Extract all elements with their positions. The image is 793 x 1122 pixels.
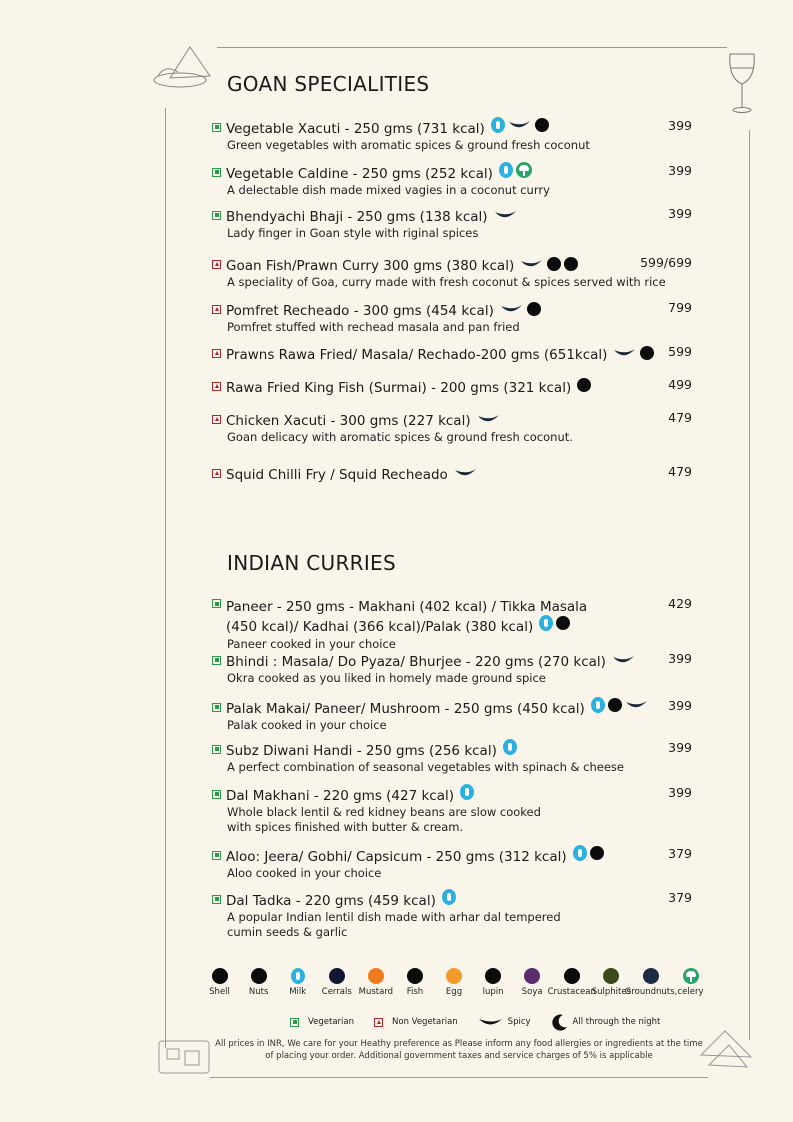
allergen-item [317,968,356,997]
item-description: Pomfret stuffed with rechead masala and pan fried [227,320,520,334]
item-price: 399 [668,740,692,755]
menu-item [212,698,692,733]
item-price: 399 [668,698,692,713]
milk-icon [442,889,456,905]
menu-item [212,464,692,482]
allergen-item [356,968,395,997]
spicy-icon [477,413,501,425]
nuts-icon [251,968,267,984]
menu-item [212,118,692,153]
sulphites-icon [603,968,619,984]
allergen-icons [520,257,578,271]
allergen-item [239,968,278,997]
item-price: 599/699 [640,255,692,270]
milk-icon [499,162,513,178]
allergen-label: Milk [289,987,307,997]
item-description: Palak cooked in your choice [227,718,387,732]
groundnuts-icon [643,968,659,984]
allergen-item [278,968,317,997]
allergen-item [671,968,710,997]
allergen-label: Shell [209,987,230,997]
item-name: Goan Fish/Prawn Curry 300 gms (380 kcal) [226,257,515,274]
menu-item [212,596,692,652]
nonveg-icon [212,469,221,478]
nonveg-icon [212,382,221,391]
allergen-icons [577,378,591,392]
allergen-item [624,968,678,997]
veg-icon [212,745,221,754]
key-veg-label: Vegetarian [308,1017,355,1027]
item-price: 499 [668,377,692,392]
dietary-key [290,1013,672,1031]
item-name: Bhindi : Masala/ Do Pyaza/ Bhurjee - 220 gms (270 kcal) [226,653,606,670]
item-price: 399 [668,785,692,800]
key-night [551,1013,661,1031]
menu-item [212,344,692,362]
mustard-icon [368,968,384,984]
wine-glass-sketch-icon [722,50,762,116]
nonveg-icon [212,415,221,424]
allergen-legend [200,968,710,997]
veg-icon [212,599,221,608]
allergen-label: lupin [482,987,504,997]
item-description: Okra cooked as you liked in homely made ground spice [227,671,546,685]
item-price: 379 [668,846,692,861]
menu-item [212,740,692,775]
spicy-icon [508,119,532,131]
item-description: A popular Indian lentil dish made with arhar dal tempered cumin seeds & garlic [227,910,561,939]
allergen-item [474,968,513,997]
celery-icon [516,162,532,178]
allergen-item [395,968,434,997]
menu-item [212,410,692,445]
item-name: Vegetable Caldine - 250 gms (252 kcal) [226,166,493,182]
cereals-icon [329,968,345,984]
fish-icon [547,257,561,271]
menu-item [212,785,692,835]
menu-item [212,846,692,881]
key-nonveg-label: Non Vegetarian [392,1017,458,1027]
nuts-icon [590,846,604,860]
frame-left-line [165,108,166,1048]
item-name: Bhendyachi Bhaji - 250 gms (138 kcal) [226,208,488,225]
key-spicy-label: Spicy [507,1017,531,1027]
spicy-icon [494,209,518,221]
item-description: Aloo cooked in your choice [227,866,382,880]
veg-icon [212,211,221,220]
food-plate-sketch-icon [150,42,220,92]
milk-icon [573,845,587,861]
nonveg-icon [212,305,221,314]
allergen-item [200,968,239,997]
item-price: 599 [668,344,692,359]
key-nonveg [374,1017,458,1027]
veg-icon [212,851,221,860]
nuts-icon [608,698,622,712]
item-name: Squid Chilli Fry / Squid Recheado [226,466,448,483]
item-name: Dal Makhani - 220 gms (427 kcal) [226,788,454,804]
lupin-icon [485,968,501,984]
crustacean-icon [564,257,578,271]
item-name: Pomfret Recheado - 300 gms (454 kcal) [226,302,494,319]
allergen-icons [491,117,549,133]
allergen-item [434,968,473,997]
fish-icon [407,968,423,984]
item-name: Rawa Fried King Fish (Surmai) - 200 gms (321 kcal) [226,379,572,396]
allergen-label: Soya [521,987,543,997]
allergen-icons [494,209,518,221]
nuts-icon [556,616,570,630]
allergen-label: Fish [406,987,424,997]
celery-icon [683,968,699,984]
item-price: 399 [668,651,692,666]
spicy-icon [478,1016,504,1028]
item-description: Goan delicacy with aromatic spices & ground fresh coconut. [227,430,573,444]
milk-icon [503,739,517,755]
milk-icon [291,968,305,984]
nonveg-icon [212,349,221,358]
allergen-icons [454,467,478,479]
allergen-icons [442,889,456,905]
crustacean-icon [564,968,580,984]
key-veg [290,1017,354,1027]
menu-item [212,163,692,198]
veg-icon [290,1018,299,1027]
item-price: 429 [668,596,692,611]
item-price: 479 [668,464,692,479]
veg-icon [212,656,221,665]
item-price: 399 [668,206,692,221]
item-description: Whole black lentil & red kidney beans are slow cooked with spices finished with butter & cream. [227,805,541,834]
veg-icon [212,168,221,177]
menu-item [212,651,692,686]
item-price: 479 [668,410,692,425]
key-night-label: All through the night [572,1017,661,1027]
item-name: Vegetable Xacuti - 250 gms (731 kcal) [226,121,485,137]
frame-top-line [217,47,727,48]
allergen-icons [500,302,541,316]
item-description: Paneer cooked in your choice [227,637,396,651]
allergen-item [513,968,552,997]
allergen-icons [477,413,501,425]
menu-item [212,377,692,395]
allergen-label: Crustacean [547,987,596,997]
item-price: 799 [668,300,692,315]
section-title-goan: GOAN SPECIALITIES [227,72,430,96]
item-description: Green vegetables with aromatic spices & ground fresh coconut [227,138,590,152]
frame-bottom-line [210,1077,708,1078]
item-name: Subz Diwani Handi - 250 gms (256 kcal) [226,743,497,759]
menu-item [212,890,692,940]
fish-icon [577,378,591,392]
item-description: A perfect combination of seasonal vegetables with spinach & cheese [227,760,625,774]
spicy-icon [520,258,544,270]
nonveg-icon [374,1018,383,1027]
allergen-label: Nuts [248,987,269,997]
spicy-icon [454,467,478,479]
allergen-icons [499,162,532,178]
item-name: Paneer - 250 gms - Makhani (402 kcal) / Tikka Masala (450 kcal)/ Kadhai (366 kcal)/Palak (380 kcal) [226,599,588,635]
menu-item [212,206,692,241]
menu-item [212,255,692,290]
item-name: Palak Makai/ Paneer/ Mushroom - 250 gms (450 kcal) [226,701,585,717]
item-price: 399 [668,118,692,133]
item-name: Prawns Rawa Fried/ Masala/ Rechado-200 gms (651kcal) [226,346,608,363]
fish-icon [527,302,541,316]
milk-icon [460,784,474,800]
milk-icon [491,117,505,133]
allergen-item [547,968,596,997]
nuts-icon [535,118,549,132]
allergen-label: Egg [445,987,463,997]
key-spicy [478,1016,531,1028]
item-name: Aloo: Jeera/ Gobhi/ Capsicum - 250 gms (312 kcal) [226,849,567,865]
allergen-icons [503,739,517,755]
milk-icon [539,615,553,631]
allergen-label: Mustard [358,987,394,997]
veg-icon [212,123,221,132]
item-name: Dal Tadka - 220 gms (459 kcal) [226,893,436,909]
item-price: 379 [668,890,692,905]
spicy-icon [500,303,524,315]
allergen-label: celery [677,987,704,997]
nonveg-icon [212,260,221,269]
item-name: Chicken Xacuti - 300 gms (227 kcal) [226,412,471,429]
menu-item [212,300,692,335]
allergen-icons [539,615,570,631]
item-price: 399 [668,163,692,178]
veg-icon [212,895,221,904]
egg-icon [446,968,462,984]
allergen-icons [573,845,604,861]
footnote: All prices in INR, We care for your Heathy preference as Please inform any food allergies or ingredients at the time of placing your order. Additional government taxes and service charges of 5% is applicable [215,1039,703,1061]
allergen-icons [460,784,474,800]
item-description: Lady finger in Goan style with riginal spices [227,226,479,240]
soya-icon [524,968,540,984]
veg-icon [212,790,221,799]
allergen-label: Cerrals [321,987,352,997]
frame-right-line [749,130,750,1040]
moon-icon [551,1013,569,1031]
veg-icon [212,703,221,712]
allergen-label: Sulphites [591,987,631,997]
board-sketch-icon [155,1035,215,1079]
allergen-label: Groundnuts, [624,987,678,997]
item-description: A delectable dish made mixed vagies in a coconut curry [227,183,550,197]
milk-icon [591,697,605,713]
item-description: A speciality of Goa, curry made with fresh coconut & spices served with rice [227,275,666,289]
shell-icon [212,968,228,984]
section-title-curries: INDIAN CURRIES [227,551,396,575]
